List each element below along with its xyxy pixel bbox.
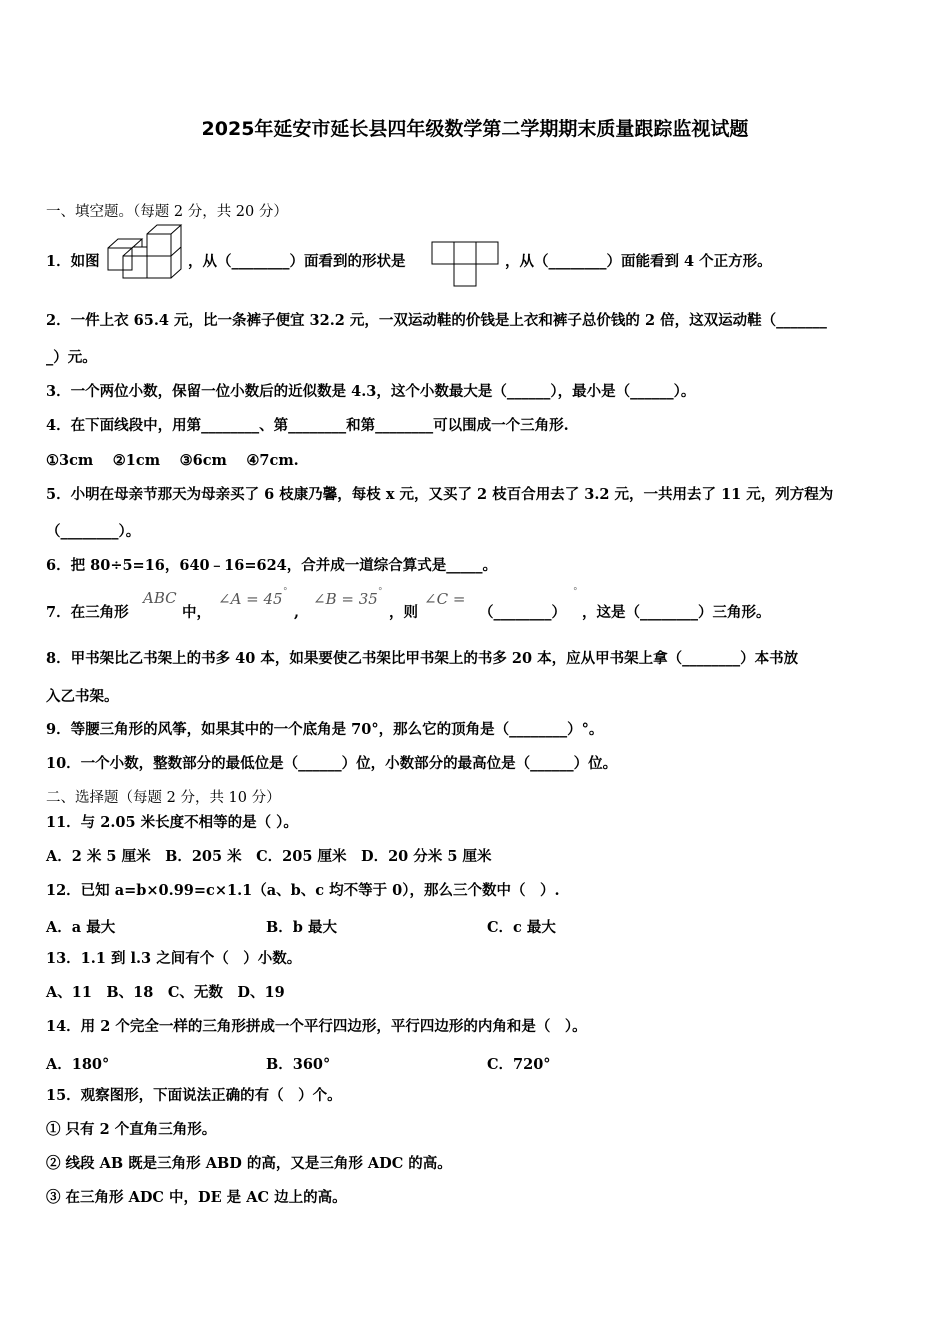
question-4-line-1: 4．在下面线段中，用第________、第________和第________可以围成一个三角形. — [46, 417, 569, 434]
question-1-part-a: 1．如图 — [46, 253, 100, 270]
question-12-option-a: A．a 最大 — [46, 919, 116, 936]
cube-stack-figure — [102, 222, 188, 286]
angle-a-degree: ° — [283, 587, 288, 597]
section-2-heading: 二、选择题（每题 2 分，共 10 分） — [46, 790, 281, 806]
question-8-line-2: 入乙书架。 — [46, 688, 119, 705]
question-1 — [46, 253, 100, 271]
angle-c-expression: ∠C = — [424, 590, 466, 608]
question-4-options: ①3cm ②1cm ③6cm ④7cm. — [46, 452, 299, 469]
question-7-part-b: 中， — [182, 604, 211, 621]
question-9: 9．等腰三角形的风筝，如果其中的一个底角是 70°，那么它的顶角是（________）°。 — [46, 721, 604, 738]
question-14-stem: 14．用 2 个完全一样的三角形拼成一个平行四边形，平行四边形的内角和是（ ）。 — [46, 1018, 587, 1035]
question-12-option-b: B．b 最大 — [266, 919, 337, 936]
front-view-shape-figure — [430, 240, 502, 288]
question-1-part-c: ，从（________）面能看到 4 个正方形。 — [505, 253, 772, 270]
page-title: 2025年延安市延长县四年级数学第二学期期末质量跟踪监视试题 — [201, 118, 749, 140]
section-1-heading: 一、填空题。（每题 2 分，共 20 分） — [46, 204, 288, 220]
question-14-option-a: A．180° — [46, 1056, 110, 1073]
angle-c-degree: ° — [573, 587, 578, 597]
question-13-options: A、11 B、18 C、无数 D、19 — [46, 984, 285, 1001]
question-7-part-e: ，这是（________）三角形。 — [582, 604, 771, 621]
question-5-line-2: （________）。 — [46, 523, 141, 540]
question-15-statement-1: ① 只有 2 个直角三角形。 — [46, 1121, 217, 1138]
question-13-stem: 13．1.1 到 l.3 之间有个（ ）小数。 — [46, 950, 302, 967]
question-11-stem: 11．与 2.05 米长度不相等的是（ ）。 — [46, 814, 298, 831]
question-15-statement-2: ② 线段 AB 既是三角形 ABD 的高，又是三角形 ADC 的高。 — [46, 1155, 452, 1172]
question-8-line-1: 8．甲书架比乙书架上的书多 40 本，如果要使乙书架比甲书架上的书多 20 本，应从甲书架上拿（________）本书放 — [46, 650, 799, 667]
question-3: 3．一个两位小数，保留一位小数后的近似数是 4.3，这个小数最大是（______），最小是（______）。 — [46, 383, 696, 400]
question-11-options: A．2 米 5 厘米 B．205 米 C．205 厘米 D．20 分米 5 厘米 — [46, 848, 492, 865]
question-15-statement-3: ③ 在三角形 ADC 中，DE 是 AC 边上的高。 — [46, 1189, 347, 1206]
angle-a-expression: ∠A = 45 — [218, 590, 283, 608]
question-6: 6．把 80÷5=16，640﹣16=624，合并成一道综合算式是_____。 — [46, 557, 497, 574]
question-1-part-b: ，从（________）面看到的形状是 — [188, 253, 406, 270]
question-7-part-a: 7．在三角形 — [46, 604, 129, 621]
question-7-part-c: ，则 — [389, 604, 418, 621]
question-12-stem: 12．已知 a=b×0.99=c×1.1（a、b、c 均不等于 0），那么三个数中（ ）. — [46, 882, 560, 899]
question-2-line-2: _）元。 — [46, 349, 97, 366]
question-15-stem: 15．观察图形，下面说法正确的有（ ）个。 — [46, 1087, 342, 1104]
question-2-line-1: 2．一件上衣 65.4 元，比一条裤子便宜 32.2 元，一双运动鞋的价钱是上衣和裤子总价钱的 2 倍，这双运动鞋（_______ — [46, 312, 827, 329]
angle-b-expression: ∠B = 35 — [313, 590, 378, 608]
question-7-blank: （________） — [479, 604, 566, 621]
question-5-line-1: 5．小明在母亲节那天为母亲买了 6 枝康乃馨，每枝 x 元，又买了 2 枝百合用去了 3.2 元，一共用去了 11 元，列方程为 — [46, 486, 834, 503]
question-14-option-c: C．720° — [487, 1056, 551, 1073]
triangle-abc-label: ABC — [143, 589, 177, 607]
question-12-option-c: C．c 最大 — [487, 919, 556, 936]
question-14-option-b: B．360° — [266, 1056, 331, 1073]
angle-b-degree: ° — [378, 587, 383, 597]
question-7-comma: , — [294, 604, 300, 621]
question-10: 10．一个小数，整数部分的最低位是（______）位，小数部分的最高位是（______）位。 — [46, 755, 618, 772]
